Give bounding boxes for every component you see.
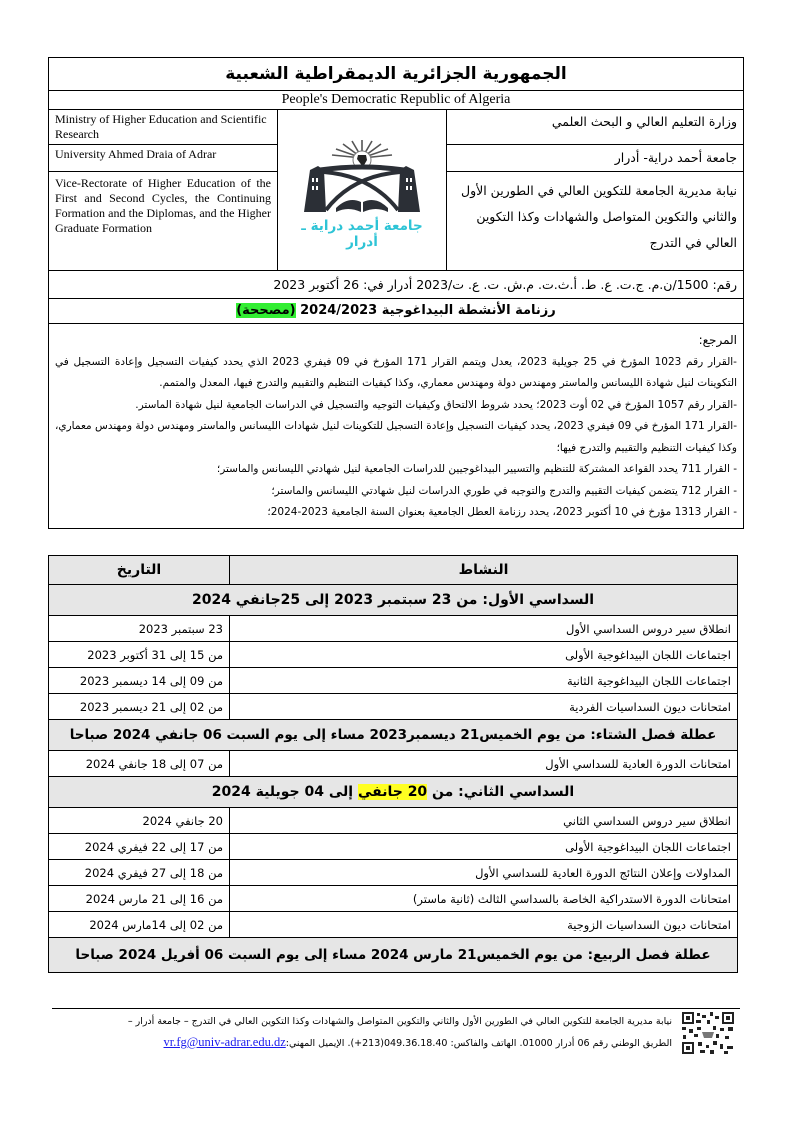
table-row <box>49 860 738 886</box>
qr-code-icon <box>680 1010 736 1056</box>
university-logo <box>278 110 447 271</box>
reference-item: -القرار رقم 1057 المؤرخ في 02 أوت 2023؛ يحدد شروط الالتحاق وكيفيات التوجيه والتسجيل في الدراسات الجامعية لنيل شهادة الماستر. <box>135 398 737 411</box>
table-row <box>49 616 738 642</box>
university-ar: جامعة أحمد دراية- أدرار <box>447 145 744 172</box>
activity-cell: امتحانات الدورة العادية للسداسي الأول <box>230 751 738 777</box>
semester2-prefix: السداسي الثاني: من <box>427 784 575 800</box>
date-cell: من 02 إلى 21 ديسمبر 2023 <box>49 694 230 720</box>
date-cell: من 16 إلى 21 مارس 2024 <box>49 886 230 912</box>
semester2-suffix: إلى 04 جويلية 2024 <box>211 784 358 800</box>
winter-holiday-row: عطلة فصل الشتاء: من يوم الخميس21 ديسمبر2023 مساء إلى يوم السبت 06 جانفي 2024 صباحا <box>49 720 738 751</box>
table-row <box>49 912 738 938</box>
date-cell: 23 سبتمبر 2023 <box>49 616 230 642</box>
activity-cell: امتحانات ديون السداسيات الفردية <box>230 694 738 720</box>
table-row <box>49 694 738 720</box>
references-heading: المرجع: <box>698 333 737 347</box>
reference-item: -القرار 171 المؤرخ في 09 فيفري 2023، يحدد كيفيات التسجيل وإعادة التسجيل للتكوينات لنيل شهادات الليسانس والماستر ومهندس دولة ومهندس معماري، وكذا كيفيات التنظيم والتقييم والتدرج فيها؛ <box>55 420 737 454</box>
reference-item: - القرار 1313 مؤرخ في 10 أكتوبر 2023، يحدد رزنامة العطل الجامعية بعنوان السنة الجامعية 2023-2024؛ <box>267 506 737 518</box>
vice-rectorate-en: Vice-Rectorate of Higher Education of the First and Second Cycles, the Continuing Formation and the Diplomas, and the Higher Graduate Formation <box>49 172 278 271</box>
letterhead-table <box>48 57 744 529</box>
semester2-header <box>49 777 738 808</box>
university-en: University Ahmed Draia of Adrar <box>49 145 278 172</box>
activity-cell: انطلاق سير دروس السداسي الأول <box>230 616 738 642</box>
spring-holiday-row: عطلة فصل الربيع: من يوم الخميس21 مارس 2024 مساء إلى يوم السبت 06 أفريل 2024 صباحا <box>49 938 738 973</box>
date-cell: من 15 إلى 31 أكتوبر 2023 <box>49 642 230 668</box>
schedule-table <box>48 555 738 973</box>
activity-cell: اجتماعات اللجان البيداغوجية الأولى <box>230 642 738 668</box>
table-row <box>49 642 738 668</box>
footer-address: الطريق الوطني رقم 06 أدرار 01000. الهاتف والفاكس: 049.36.18.40(213+). الإيميل المهني: <box>285 1038 672 1049</box>
logo-text: جامعة أحمد دراية ـ أدرار <box>301 218 423 250</box>
semester2-highlight: 20 جانفي <box>357 784 428 800</box>
university-logo-icon <box>292 136 432 218</box>
ministry-ar: وزارة التعليم العالي و البحث العلمي <box>447 110 744 145</box>
table-row <box>49 751 738 777</box>
reference-number: رقم: 1500/ن.م. ج.ت. ع. ط. أ.ث.ت. م.ش. ت. ع. ت/2023 أدرار في: 26 أكتوبر 2023 <box>49 271 744 299</box>
corrected-badge: (مصححة) <box>236 303 296 318</box>
table-row <box>49 808 738 834</box>
activity-cell: امتحانات الدورة الاستدراكية الخاصة بالسداسي الثالث (ثانية ماستر) <box>230 886 738 912</box>
calendar-title-text: رزنامة الأنشطة البيداغوجية 2024/2023 <box>300 303 556 318</box>
reference-item: -القرار رقم 1023 المؤرخ في 25 جويلية 2023، يعدل ويتمم القرار 171 المؤرخ في 09 فيفري 2023 الذي يحدد كيفيات التسجيل وإعادة التسجيل في التكوينات لنيل شهادة الليسانس والماستر ومهندس دولة ومهندس معماري، وكذا كيفيات التنظيم والتقييم والتدرج فيها، المعدل والمتمم. <box>55 355 737 389</box>
calendar-title <box>49 299 744 324</box>
column-header-activity: النشاط <box>230 556 738 585</box>
footer-line-1: نيابة مديرية الجامعة للتكوين العالي في الطورين الأول والثاني والتكوين المتواصل والشهادات وكذا التكوين العالي في التدرج – جامعة أدرار – <box>127 1016 672 1027</box>
activity-cell: المداولات وإعلان النتائج الدورة العادية للسداسي الأول <box>230 860 738 886</box>
table-row <box>49 668 738 694</box>
footer <box>52 1012 672 1054</box>
activity-cell: انطلاق سير دروس السداسي الثاني <box>230 808 738 834</box>
reference-item: - القرار 711 يحدد القواعد المشتركة للتنظيم والتسيير البيداغوجيين للدراسات الجامعية لنيل شهادتي الليسانس والماستر؛ <box>216 463 737 475</box>
footer-divider <box>52 1008 740 1009</box>
ministry-en: Ministry of Higher Education and Scientific Research <box>49 110 278 145</box>
date-cell: من 17 إلى 22 فيفري 2024 <box>49 834 230 860</box>
date-cell: من 07 إلى 18 جانفي 2024 <box>49 751 230 777</box>
semester1-header: السداسي الأول: من 23 سبتمبر 2023 إلى 25جانفي 2024 <box>49 585 738 616</box>
column-header-date: التاريخ <box>49 556 230 585</box>
date-cell: 20 جانفي 2024 <box>49 808 230 834</box>
table-row <box>49 886 738 912</box>
republic-title-ar: الجمهورية الجزائرية الديمقراطية الشعبية <box>49 58 744 91</box>
table-row <box>49 834 738 860</box>
vice-rectorate-ar: نيابة مديرية الجامعة للتكوين العالي في الطورين الأول والثاني والتكوين المتواصل والشهادات وكذا التكوين العالي في التدرج <box>447 172 744 271</box>
activity-cell: اجتماعات اللجان البيداغوجية الثانية <box>230 668 738 694</box>
date-cell: من 18 إلى 27 فيفري 2024 <box>49 860 230 886</box>
republic-title-en: People's Democratic Republic of Algeria <box>49 91 744 110</box>
activity-cell: اجتماعات اللجان البيداغوجية الأولى <box>230 834 738 860</box>
date-cell: من 02 إلى 14مارس 2024 <box>49 912 230 938</box>
reference-item: - القرار 712 يتضمن كيفيات التقييم والتدرج والتوجيه في طوري الدراسات لنيل شهادتي الليسانس والماستر؛ <box>271 484 737 497</box>
date-cell: من 09 إلى 14 ديسمبر 2023 <box>49 668 230 694</box>
activity-cell: امتحانات ديون السداسيات الزوجية <box>230 912 738 938</box>
footer-email-link[interactable]: vr.fg@univ-adrar.edu.dz <box>163 1035 286 1049</box>
references-block <box>49 324 744 529</box>
footer-line-2 <box>52 1032 672 1054</box>
